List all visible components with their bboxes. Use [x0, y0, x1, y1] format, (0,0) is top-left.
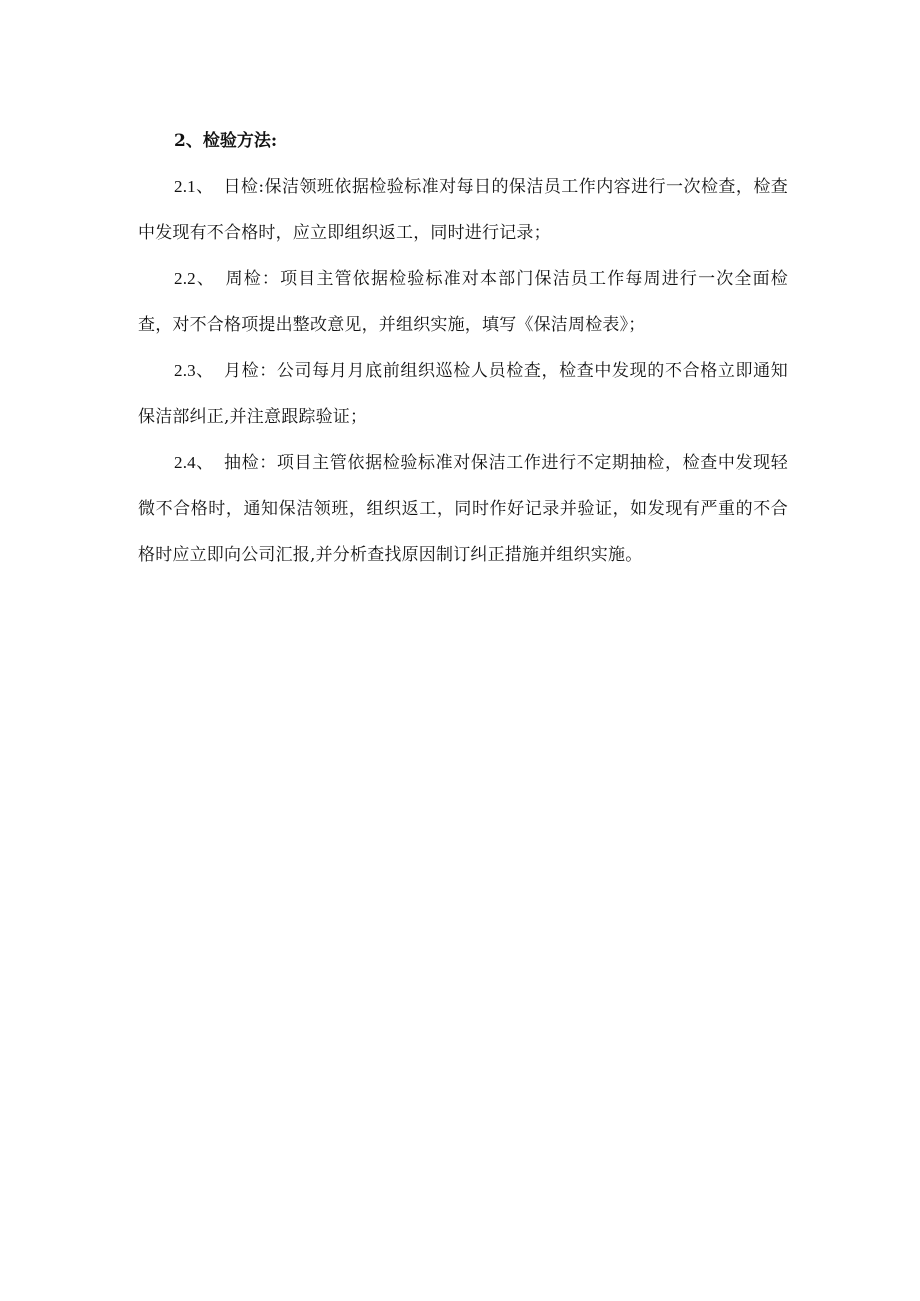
paragraph-spot-check [138, 440, 788, 578]
section-heading: 2、检验方法: [174, 131, 278, 151]
document-body [138, 118, 788, 578]
paragraph-monthly-check [138, 348, 788, 440]
paragraph-daily-check [138, 164, 788, 256]
paragraph-text: 月检：公司每月月底前组织巡检人员检查，检查中发现的不合格立即通知保洁部纠正,并注意跟踪验证； [138, 361, 788, 427]
paragraph-text: 日检:保洁领班依据检验标准对每日的保洁员工作内容进行一次检查，检查中发现有不合格时，应立即组织返工，同时进行记录； [138, 177, 788, 243]
paragraph-number: 2.3、 [174, 361, 214, 380]
paragraph-text: 抽检：项目主管依据检验标准对保洁工作进行不定期抽检，检查中发现轻微不合格时，通知保洁领班，组织返工，同时作好记录并验证，如发现有严重的不合格时应立即向公司汇报,并分析查找原因制订纠正措施并组织实施。 [138, 453, 788, 565]
paragraph-number: 2.2、 [174, 269, 215, 288]
paragraph-text: 周检：项目主管依据检验标准对本部门保洁员工作每周进行一次全面检查，对不合格项提出整改意见，并组织实施，填写《保洁周检表》； [138, 269, 788, 335]
paragraph-weekly-check [138, 256, 788, 348]
paragraph-number: 2.4、 [174, 453, 214, 472]
paragraph-number: 2.1、 [174, 177, 214, 196]
